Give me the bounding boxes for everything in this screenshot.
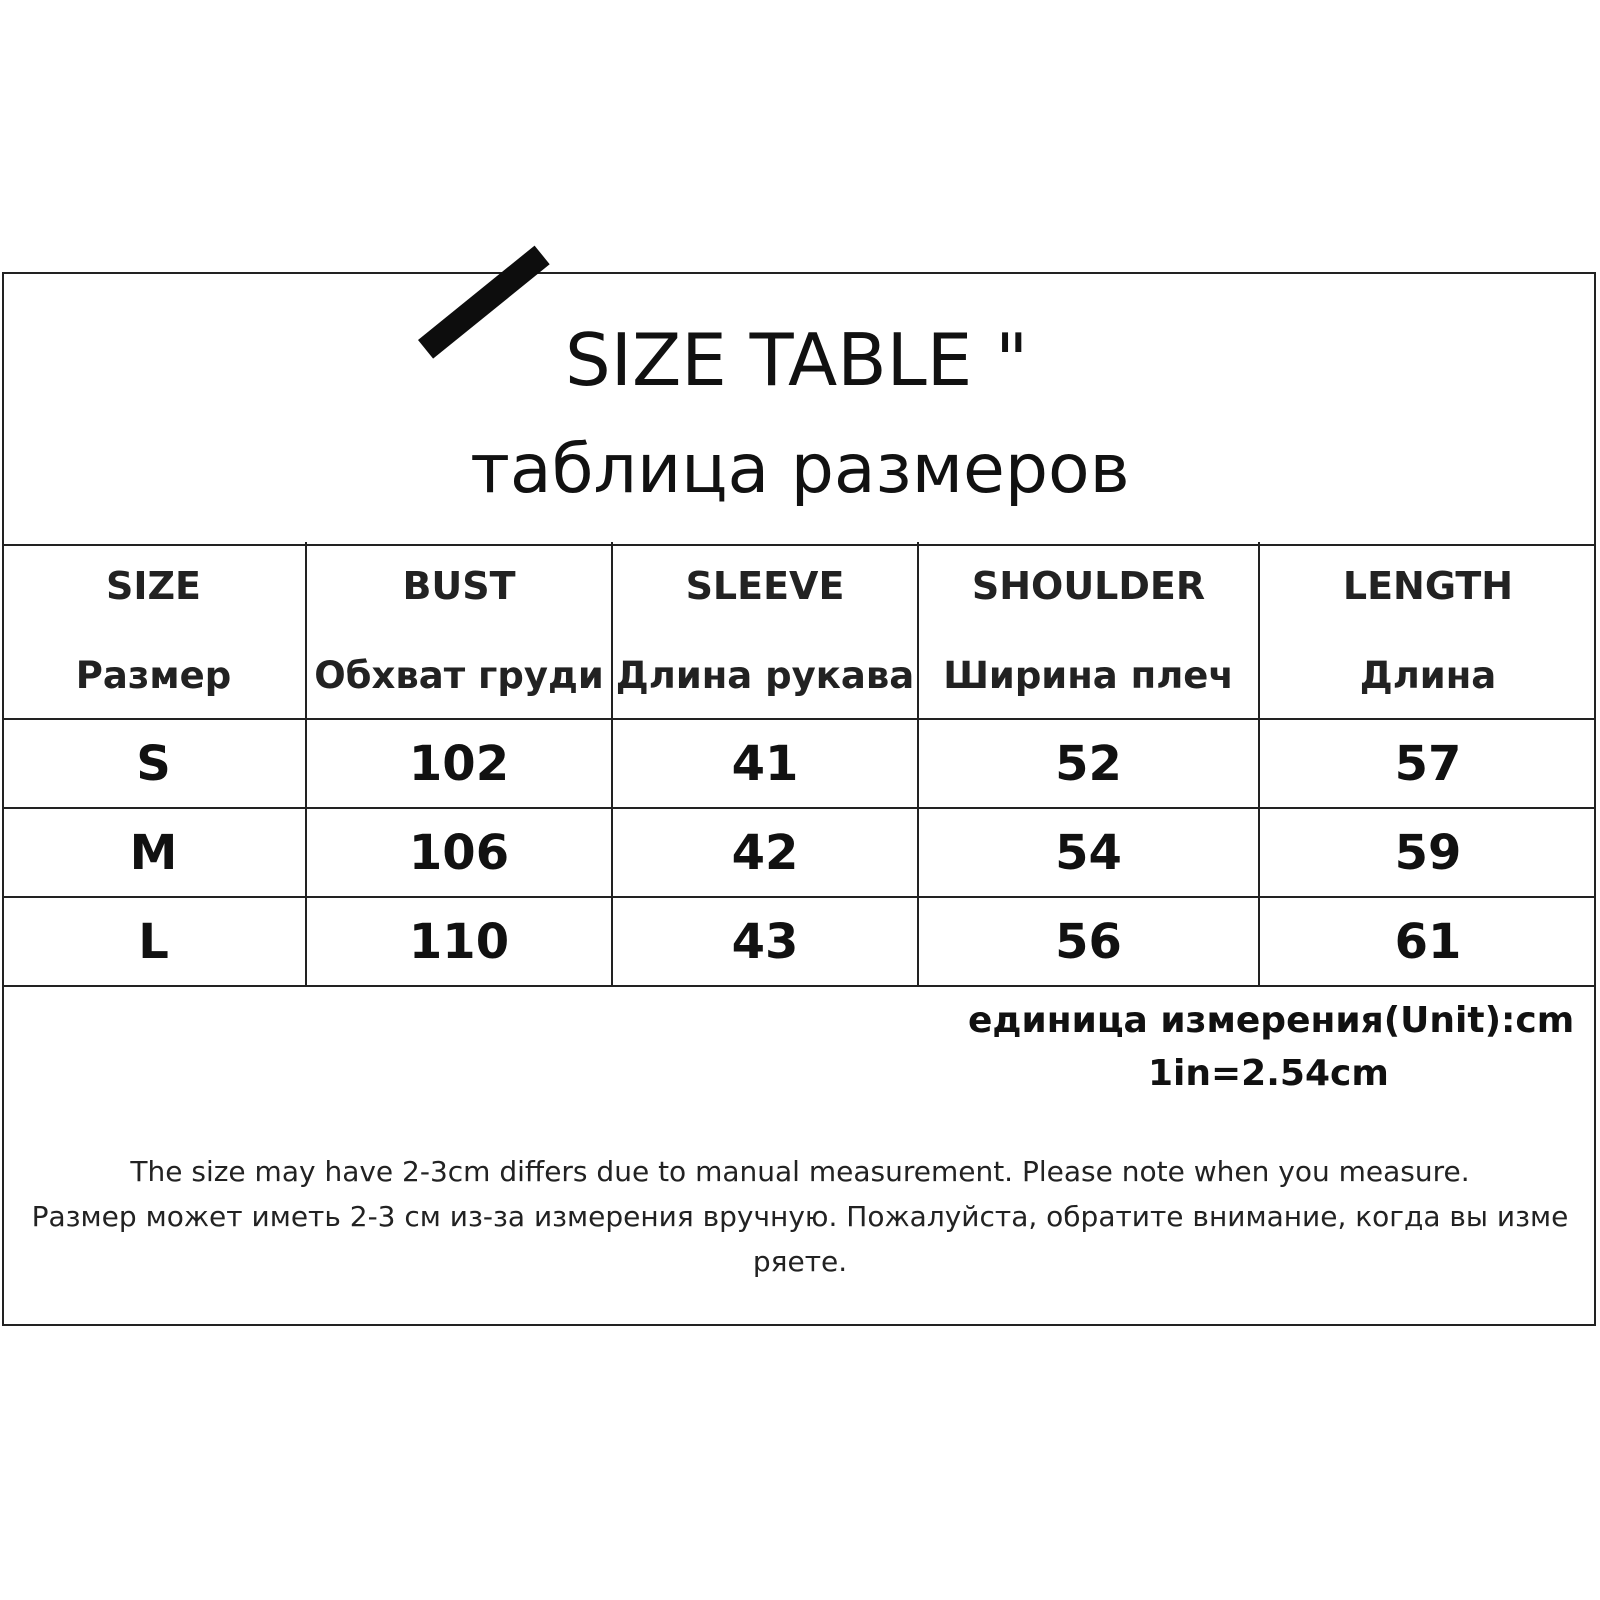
- column-header-shoulder: [918, 542, 1259, 719]
- cell-length: 59: [1259, 808, 1596, 897]
- column-header-size: [2, 542, 306, 719]
- column-header-length: [1259, 542, 1596, 719]
- measurement-disclaimer-ru: Размер может иметь 2-3 см из-за измерения вручную. Пожалуйста, обратите внимание, когда вы изме: [31, 1200, 1569, 1233]
- cell-size: M: [2, 808, 306, 897]
- column-header-en: SLEEVE: [685, 563, 845, 608]
- cell-sleeve: 41: [612, 719, 918, 808]
- size-table: [2, 542, 1596, 987]
- cell-sleeve: 43: [612, 897, 918, 986]
- cell-shoulder: 56: [918, 897, 1259, 986]
- cell-sleeve: 42: [612, 808, 918, 897]
- cell-bust: 110: [306, 897, 612, 986]
- column-header-en: SIZE: [105, 563, 202, 608]
- page-title-russian: таблица размеров: [470, 430, 1130, 509]
- cell-shoulder: 54: [918, 808, 1259, 897]
- cell-length: 61: [1259, 897, 1596, 986]
- measurement-disclaimer-ru-continued: ряете.: [752, 1245, 848, 1278]
- unit-note: единица измерения(Unit):cm: [968, 1000, 1575, 1041]
- column-header-sleeve: [612, 542, 918, 719]
- column-header-bust: [306, 542, 612, 719]
- column-header-ru: Длина рукава: [615, 653, 915, 697]
- column-header-en: BUST: [402, 563, 516, 608]
- inch-conversion-note: 1in=2.54cm: [1148, 1053, 1389, 1094]
- cell-size: S: [2, 719, 306, 808]
- page-title: SIZE TABLE ": [565, 318, 1029, 402]
- column-header-ru: Длина: [1359, 653, 1497, 697]
- table-row-m: [2, 808, 1596, 897]
- cell-size: L: [2, 897, 306, 986]
- table-row-s: [2, 719, 1596, 808]
- measurement-disclaimer-en: The size may have 2-3cm differs due to manual measurement. Please note when you measure.: [130, 1155, 1470, 1188]
- table-row-l: [2, 897, 1596, 986]
- table-header-row: [2, 542, 1596, 719]
- cell-bust: 106: [306, 808, 612, 897]
- column-header-en: LENGTH: [1342, 563, 1514, 608]
- cell-length: 57: [1259, 719, 1596, 808]
- cell-shoulder: 52: [918, 719, 1259, 808]
- column-header-ru: Ширина плеч: [943, 653, 1234, 697]
- column-header-ru: Размер: [75, 653, 232, 697]
- column-header-en: SHOULDER: [971, 563, 1206, 608]
- cell-bust: 102: [306, 719, 612, 808]
- column-header-ru: Обхват груди: [314, 653, 604, 697]
